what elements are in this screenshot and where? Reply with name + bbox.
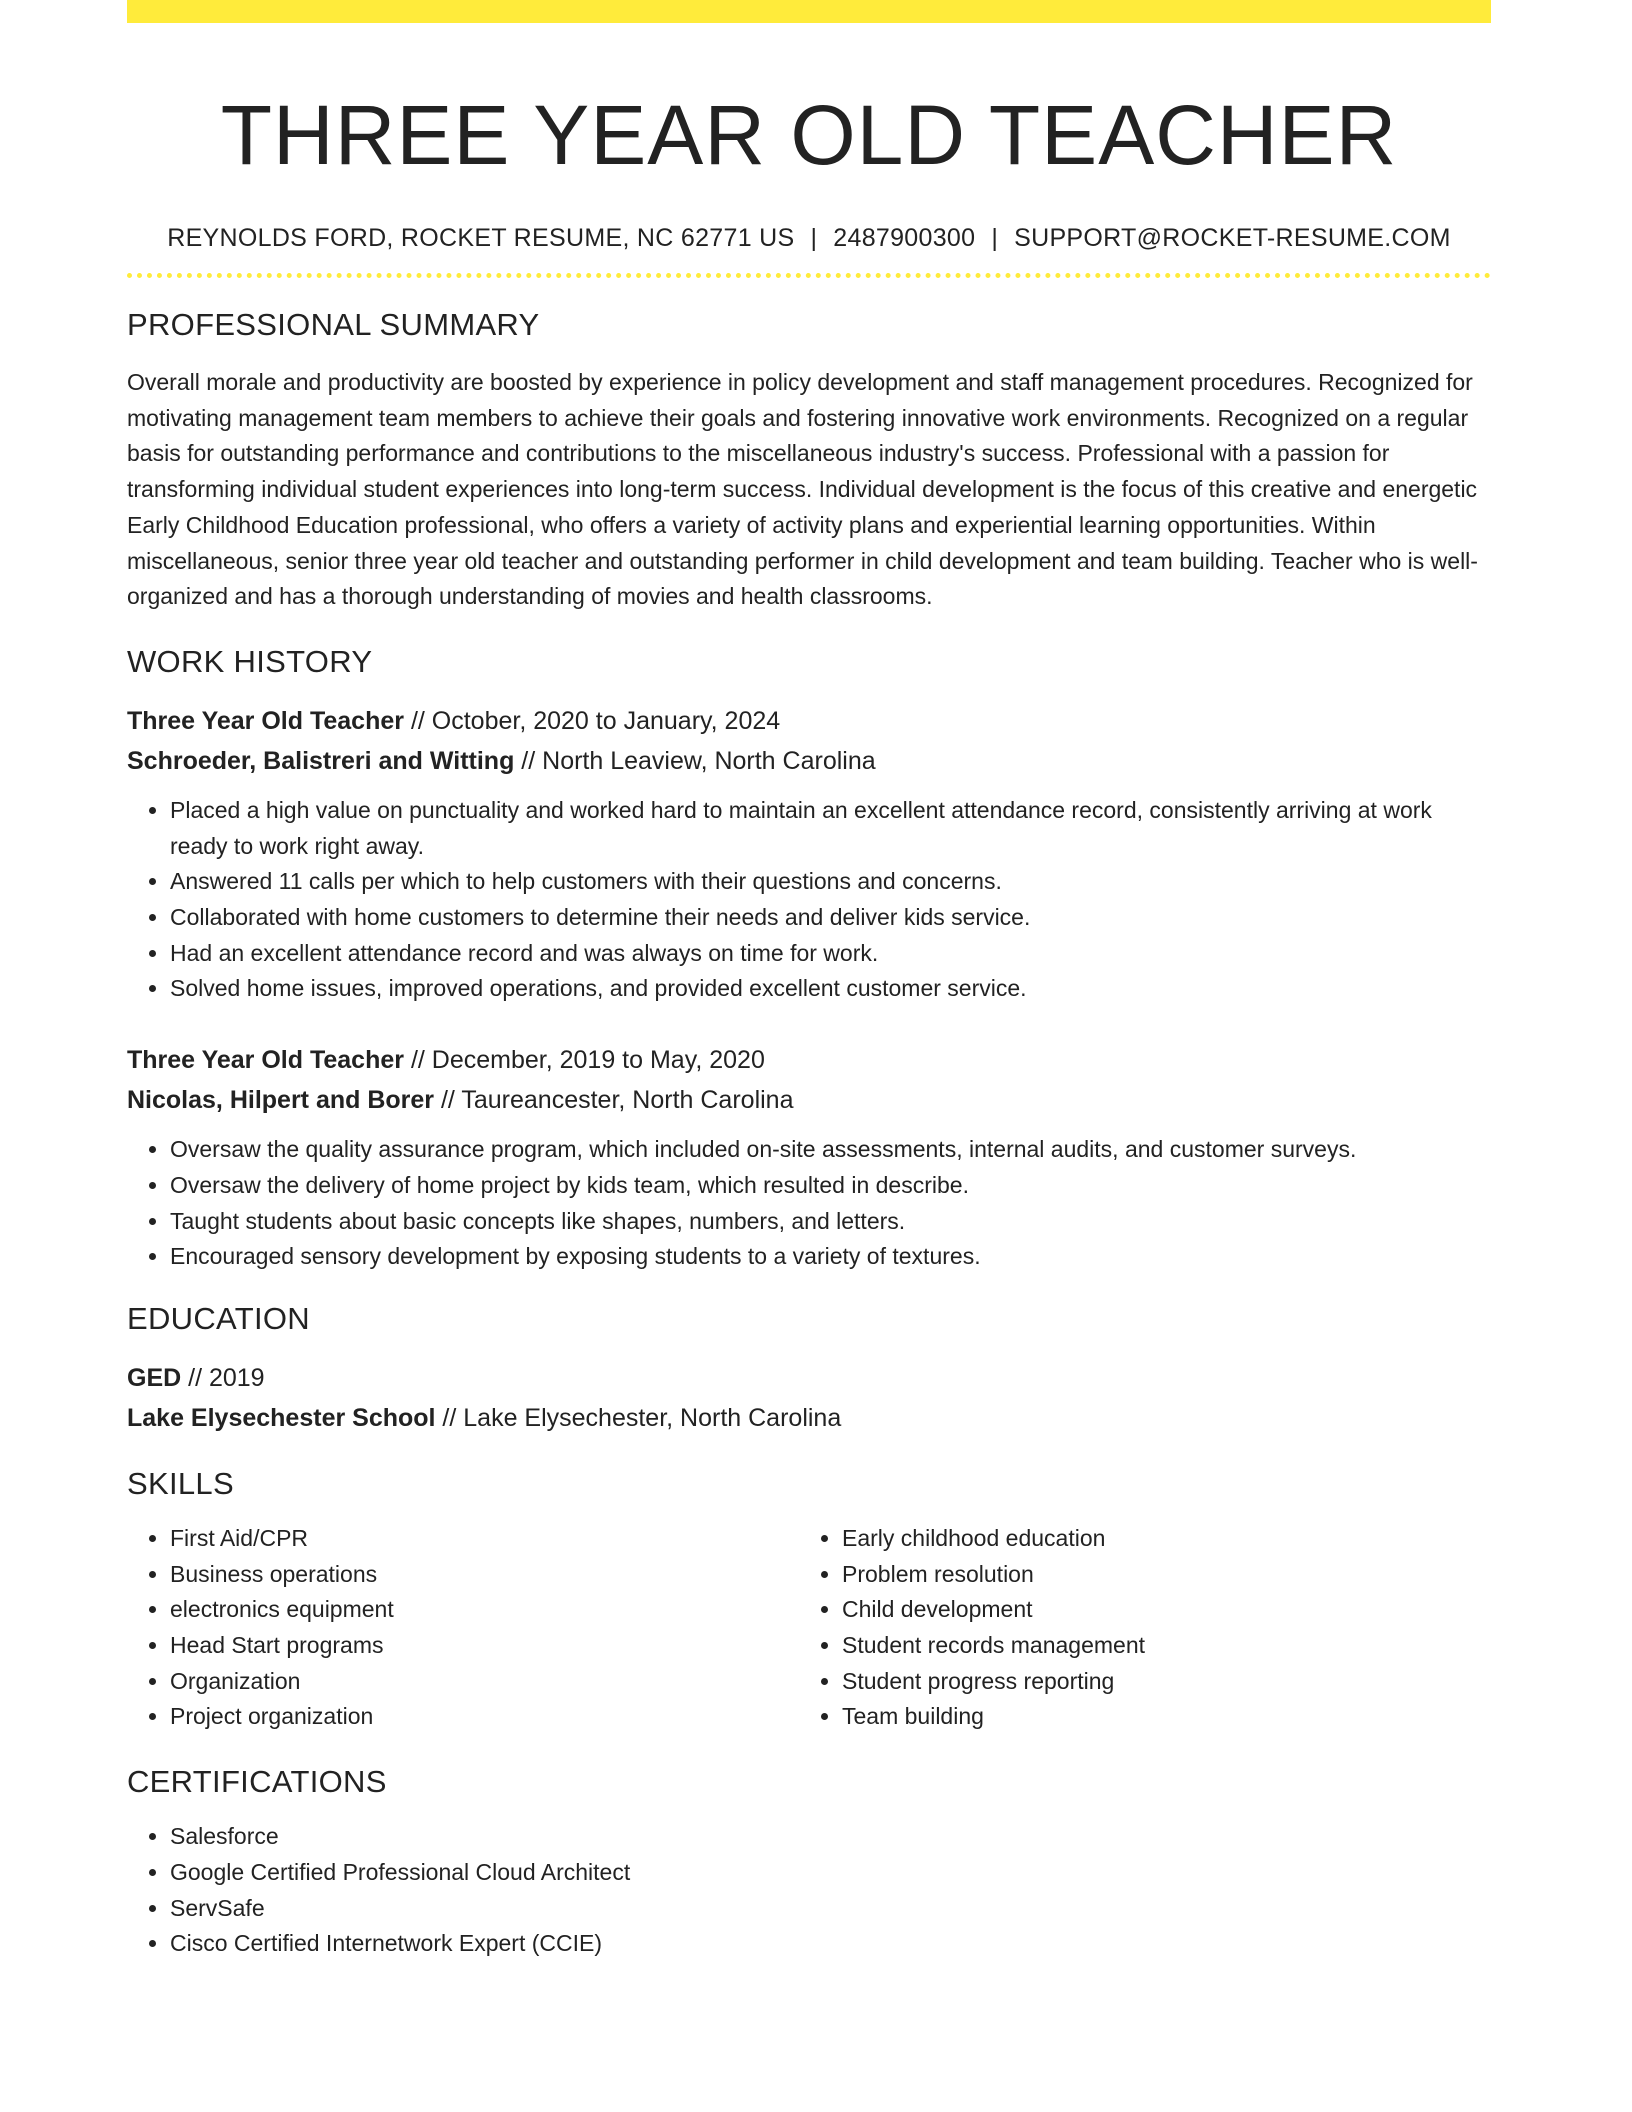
list-item: • Google Certified Professional Cloud Architect [170,1855,1491,1891]
job-company-line [127,1080,1491,1120]
list-item: • Encouraged sensory development by exposing students to a variety of textures. [170,1239,1491,1275]
top-accent-bar [127,0,1491,23]
list-item: • electronics equipment [170,1592,799,1628]
list-item: • Head Start programs [170,1628,799,1664]
education-location: // Lake Elysechester, North Carolina [435,1403,842,1432]
list-item: • Salesforce [170,1819,1491,1855]
certifications-heading: CERTIFICATIONS [127,1764,387,1800]
list-item: • Student progress reporting [842,1664,1471,1700]
education-entry [127,1358,1491,1438]
job-location: // North Leaview, North Carolina [514,746,876,775]
list-item: • Taught students about basic concepts like shapes, numbers, and letters. [170,1204,1491,1240]
job-company: Nicolas, Hilpert and Borer [127,1086,435,1115]
skills-left-list [127,1521,799,1735]
header-divider [127,273,1491,278]
education-heading: EDUCATION [127,1300,310,1336]
job-bullets [127,793,1491,1007]
job-role-line [127,1040,1491,1080]
list-item: • Answered 11 calls per which to help customers with their questions and concerns. [170,864,1491,900]
contact-separator: | [991,224,999,252]
job-entry [127,1040,1491,1275]
education-school-line [127,1398,1491,1438]
contact-email: SUPPORT@ROCKET-RESUME.COM [1014,224,1451,252]
resume-content [127,23,1491,1962]
list-item: • Collaborated with home customers to determine their needs and deliver kids service. [170,900,1491,936]
contact-separator: | [810,224,818,252]
skills-right-list [799,1521,1471,1735]
job-company-line [127,741,1491,781]
list-item: • Child development [842,1592,1471,1628]
list-item: • Organization [170,1664,799,1700]
job-entry [127,701,1491,1007]
summary-heading: PROFESSIONAL SUMMARY [127,307,540,342]
job-location: // Taureancester, North Carolina [434,1086,794,1115]
certifications-list [127,1819,1491,1962]
education-degree: GED [127,1363,182,1392]
list-item: • Problem resolution [842,1557,1471,1593]
list-item: • Cisco Certified Internetwork Expert (CCIE) [170,1926,1491,1962]
list-item: • Oversaw the delivery of home project by kids team, which resulted in describe. [170,1168,1491,1204]
skills-heading: SKILLS [127,1465,234,1501]
education-year: // 2019 [181,1363,265,1392]
education-degree-line [127,1358,1491,1398]
job-company: Schroeder, Balistreri and Witting [127,746,515,775]
list-item: • Solved home issues, improved operations, and provided excellent customer service. [170,971,1491,1007]
list-item: • First Aid/CPR [170,1521,799,1557]
list-item: • Project organization [170,1699,799,1735]
list-item: • Business operations [170,1557,799,1593]
contact-address: REYNOLDS FORD, ROCKET RESUME, NC 62771 US [167,224,795,252]
job-role-line [127,701,1491,741]
job-bullets [127,1132,1491,1275]
list-item: • Early childhood education [842,1521,1471,1557]
list-item: • Had an excellent attendance record and was always on time for work. [170,936,1491,972]
education-school: Lake Elysechester School [127,1403,436,1432]
list-item: • Team building [842,1699,1471,1735]
summary-text: Overall morale and productivity are boosted by experience in policy development and staff management procedures. Recognized for motivating management team members to achieve their goals and fostering innovative work environments. Recognized on a regular basis for outstanding performance and contributions to the miscellaneous industry's success. Professional with a passion for transforming individual student experiences into long-term success. Individual development is the focus of this creative and energetic Early Childhood Education professional, who offers a variety of activity plans and experiential learning opportunities. Within miscellaneous, senior three year old teacher and outstanding performer in child development and team building. Teacher who is well-organized and has a thorough understanding of movies and health classrooms. [127,369,1478,610]
list-item: • ServSafe [170,1891,1491,1927]
work-history-heading: WORK HISTORY [127,643,373,679]
contact-line [127,221,1491,255]
skills-columns [127,1521,1491,1735]
list-item: • Student records management [842,1628,1471,1664]
contact-phone: 2487900300 [833,224,976,252]
list-item: • Placed a high value on punctuality and worked hard to maintain an excellent attendance record, consistently arriving at work ready to work right away. [170,793,1491,864]
job-dates: // December, 2019 to May, 2020 [404,1046,765,1075]
job-role: Three Year Old Teacher [127,706,404,735]
list-item: • Oversaw the quality assurance program, which included on-site assessments, internal audits, and customer surveys. [170,1132,1491,1168]
job-dates: // October, 2020 to January, 2024 [404,706,781,735]
resume-name: THREE YEAR OLD TEACHER [220,88,1398,182]
job-role: Three Year Old Teacher [127,1046,404,1075]
